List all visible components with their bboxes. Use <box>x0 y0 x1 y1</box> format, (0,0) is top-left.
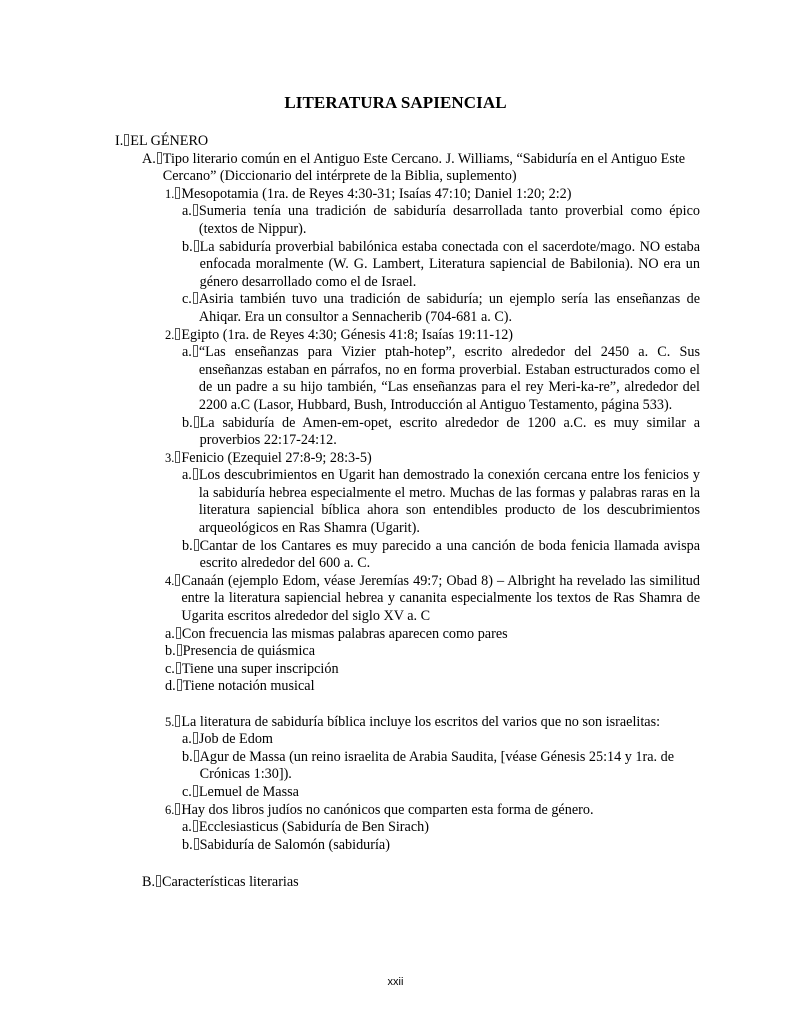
item-3 <box>115 450 700 468</box>
missing-glyph-icon <box>194 240 199 252</box>
item-letter: a. <box>165 625 175 642</box>
item-6 <box>115 802 700 820</box>
item-6a <box>115 819 700 837</box>
missing-glyph-icon <box>156 875 161 887</box>
item-text: Canaán (ejemplo Edom, véase Jeremías 49:7; Obad 8) – Albright ha revelado las similitud entre la literatura sapiencial hebrea y cananita especialmente los textos de Ras Shamra de Ugarita escritos alrededor del siglo XV a. C <box>181 572 700 625</box>
missing-glyph-icon <box>194 750 199 762</box>
item-text: La sabiduría de Amen-em-opet, escrito alrededor de 1200 a.C. es muy similar a proverbios 22:17-24:12. <box>199 414 700 449</box>
item-number: 4. <box>165 573 175 588</box>
missing-glyph-icon <box>194 416 199 428</box>
item-text: Sumeria tenía una tradición de sabiduría desarrollada tanto proverbial como épico (textos de Nippur). <box>198 203 700 237</box>
missing-glyph-icon <box>193 204 198 216</box>
missing-glyph-icon <box>193 732 198 744</box>
item-letter: a. <box>182 467 192 484</box>
missing-glyph-icon <box>175 574 180 586</box>
item-5a <box>115 731 700 749</box>
missing-glyph-icon <box>194 838 199 850</box>
section-text: Tipo literario común en el Antiguo Este Cercano. J. Williams, “Sabiduría en el Antiguo Este Cercano” (Diccionario del intérprete de la Biblia, suplemento) <box>162 150 686 185</box>
item-letter: d. <box>165 678 176 695</box>
item-5 <box>115 714 700 732</box>
item-4c <box>115 661 700 679</box>
missing-glyph-icon <box>175 803 180 815</box>
item-text: La literatura de sabiduría bíblica incluye los escritos del varios que no son israelitas: <box>181 713 661 730</box>
item-letter: c. <box>165 660 175 677</box>
missing-glyph-icon <box>193 785 198 797</box>
item-text: “Las enseñanzas para Vizier ptah-hotep”, escrito alrededor del 2450 a. C. Sus enseñanzas estaban en párrafos, no en forma proverbial. Estaban estructurados como el de un padre a su hijo también, “Las enseñanzas para el rey Meri-ka-re”, alrededor del 2200 a.C (Lasor, Hubbard, Bush, Introducción al Antiguo Testamento, página 533). <box>198 344 700 413</box>
item-letter: b. <box>182 748 193 765</box>
missing-glyph-icon <box>193 468 198 480</box>
item-text: Mesopotamia (1ra. de Reyes 4:30-31; Isaías 47:10; Daniel 1:20; 2:2) <box>181 185 572 202</box>
item-5c <box>115 784 700 802</box>
item-text: Hay dos libros judíos no canónicos que comparten esta forma de género. <box>181 801 594 818</box>
item-2b <box>115 415 700 450</box>
missing-glyph-icon <box>194 539 199 551</box>
page-title: LITERATURA SAPIENCIAL <box>284 93 507 112</box>
item-6b <box>115 837 700 855</box>
missing-glyph-icon <box>175 328 180 340</box>
item-4 <box>115 573 700 626</box>
missing-glyph-icon <box>177 644 182 656</box>
item-text: Ecclesiasticus (Sabiduría de Ben Sirach) <box>198 819 429 836</box>
item-letter: b. <box>182 414 193 431</box>
item-letter: a. <box>182 819 192 836</box>
missing-glyph-icon <box>175 451 180 463</box>
item-1a <box>115 203 700 238</box>
item-number: 5. <box>165 714 175 729</box>
item-text: Cantar de los Cantares es muy parecido a una canción de boda fenicia llamada avispa escrito alrededor del 600 a. C. <box>199 537 700 572</box>
item-1c <box>115 291 700 326</box>
missing-glyph-icon <box>176 662 181 674</box>
item-2 <box>115 327 700 345</box>
item-letter: a. <box>182 731 192 748</box>
item-4a <box>115 626 700 644</box>
missing-glyph-icon <box>176 627 181 639</box>
missing-glyph-icon <box>193 345 198 357</box>
page-number: xxii <box>387 976 404 988</box>
item-text: Sabiduría de Salomón (sabiduría) <box>199 836 390 853</box>
item-letter: b. <box>165 643 176 660</box>
item-1 <box>115 186 700 204</box>
item-number: 1. <box>165 186 175 201</box>
item-letter: c. <box>182 783 192 800</box>
spacer <box>115 696 700 714</box>
missing-glyph-icon <box>193 820 198 832</box>
missing-glyph-icon <box>157 152 162 164</box>
item-3b <box>115 538 700 573</box>
item-text: Asiria también tuvo una tradición de sabiduría; un ejemplo sería las enseñanzas de Ahiqar. Era un consultor a Sennacherib (704-681 a. C). <box>198 291 700 325</box>
item-text: Con frecuencia las mismas palabras aparecen como pares <box>181 625 508 642</box>
section-marker: A. <box>142 150 156 167</box>
missing-glyph-icon <box>177 679 182 691</box>
item-text: Job de Edom <box>198 731 273 748</box>
item-letter: a. <box>182 203 192 220</box>
section-b <box>115 874 700 892</box>
item-1b <box>115 239 700 292</box>
section-text: Características literarias <box>162 874 299 891</box>
item-text: Fenicio (Ezequiel 27:8-9; 28:3-5) <box>181 449 372 466</box>
item-text: Presencia de quiásmica <box>182 643 316 660</box>
item-3a <box>115 467 700 537</box>
section-marker: I. <box>115 133 124 149</box>
spacer <box>115 854 700 874</box>
missing-glyph-icon <box>175 715 180 727</box>
item-text: Los descubrimientos en Ugarit han demostrado la conexión cercana entre los fenicios y la sabiduría hebrea especialmente el metro. Muchas de las formas y palabras raras en la literatura sapiencial bíblica ahora son entendibles producto de los descubrimientos arqueológicos en Ras Shamra (Ugarit). <box>198 467 700 537</box>
item-number: 2. <box>165 327 175 342</box>
item-letter: c. <box>182 291 192 308</box>
missing-glyph-icon <box>124 134 129 146</box>
item-text: Tiene una super inscripción <box>181 660 339 677</box>
section-heading: EL GÉNERO <box>130 133 209 149</box>
item-text: Lemuel de Massa <box>198 783 299 800</box>
item-text: Egipto (1ra. de Reyes 4:30; Génesis 41:8; Isaías 19:11-12) <box>181 326 514 343</box>
missing-glyph-icon <box>175 187 180 199</box>
missing-glyph-icon <box>193 292 198 304</box>
item-letter: b. <box>182 238 193 255</box>
outline <box>115 133 700 892</box>
item-number: 6. <box>165 802 175 817</box>
item-2a <box>115 344 700 414</box>
item-text: La sabiduría proverbial babilónica estaba conectada con el sacerdote/mago. NO estaba enfocada moralmente (W. G. Lambert, Literatura sapiencial de Babilonia). NO era un género desarrollado como el de Israel. <box>199 238 700 290</box>
item-number: 3. <box>165 450 175 465</box>
item-text: Agur de Massa (un reino israelita de Arabia Saudita, [véase Génesis 25:14 y 1ra. de Crónicas 1:30]). <box>199 748 674 783</box>
section-i <box>115 133 700 151</box>
item-5b <box>115 749 700 784</box>
item-4d <box>115 678 700 696</box>
item-letter: b. <box>182 836 193 853</box>
item-text: Tiene notación musical <box>182 678 315 695</box>
item-letter: a. <box>182 344 192 361</box>
item-4b <box>115 643 700 661</box>
section-marker: B. <box>142 874 156 891</box>
section-a <box>115 151 700 186</box>
item-letter: b. <box>182 537 193 554</box>
